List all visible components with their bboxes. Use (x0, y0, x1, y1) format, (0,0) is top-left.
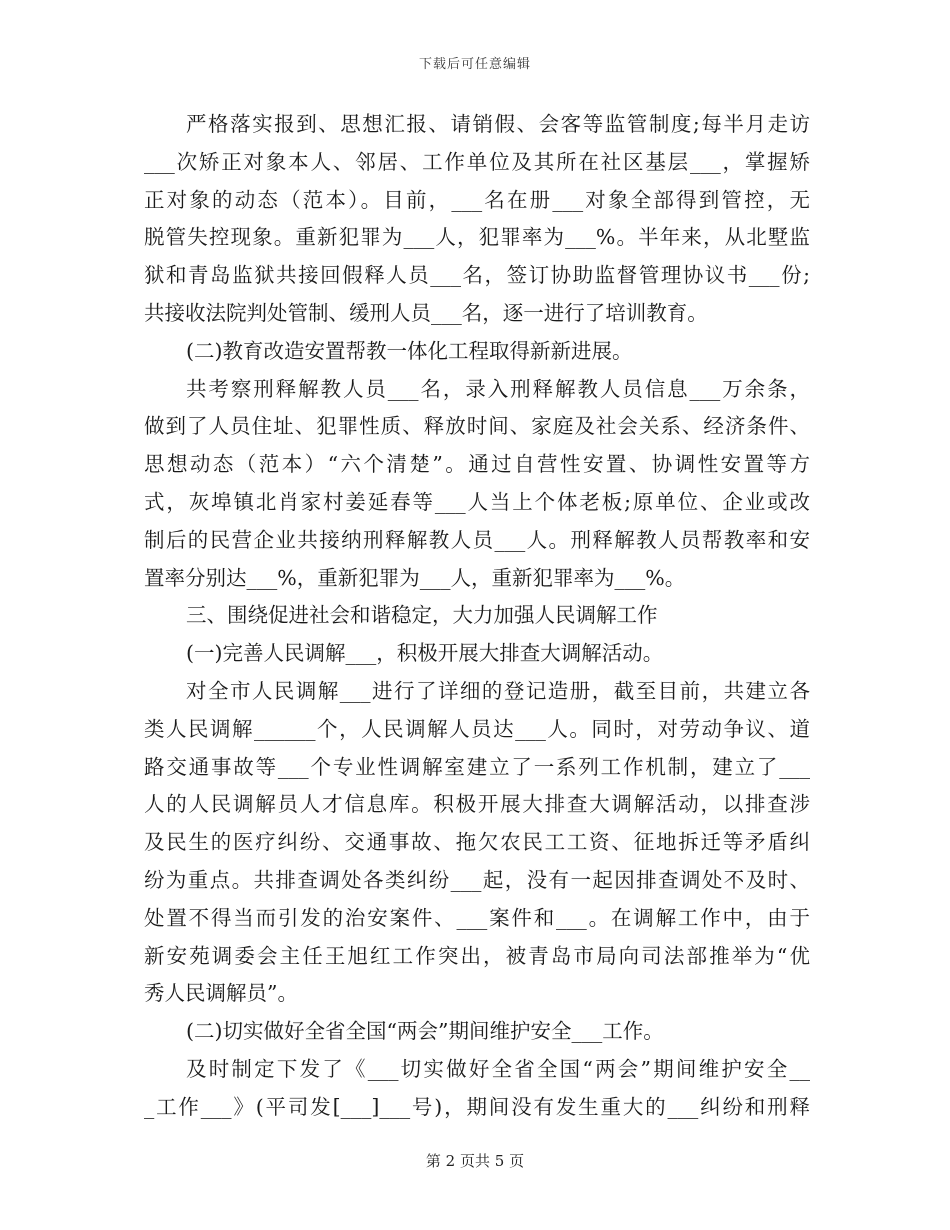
text-line: 做到了人员住址、犯罪性质、释放时间、家庭及社会关系、经济条件、 (144, 414, 810, 439)
text-line: 对全市人民调解___进行了详细的登记造册，截至目前，共建立各 (186, 678, 810, 703)
text-line: 及民生的医疗纠纷、交通事故、拖欠农民工工资、征地拆迁等矛盾纠 (144, 830, 810, 855)
section-heading: (一)完善人民调解___，积极开展大排查大调解活动。 (186, 641, 664, 666)
text-line: 共接收法院判处管制、缓刑人员___名，逐一进行了培训教育。 (144, 300, 708, 325)
text-line: 人的人民调解员人才信息库。积极开展大排查大调解活动，以排查涉 (144, 792, 810, 817)
document-body (144, 106, 810, 1127)
text-line: 及时制定下发了《___切实做好全省全国“两会”期间维护安全__ (186, 1056, 810, 1081)
text-line: 正对象的动态（范本）。目前，___名在册___对象全部得到管控，无 (144, 187, 810, 212)
text-line: 脱管失控现象。重新犯罪为___人，犯罪率为___%。半年来，从北墅监 (144, 225, 810, 250)
chapter-heading: 三、围绕促进社会和谐稳定，大力加强人民调解工作 (186, 603, 658, 628)
text-line: 共考察刑释解教人员___名，录入刑释解教人员信息___万余条， (186, 376, 810, 401)
text-line: 置率分别达___%，重新犯罪为___人，重新犯罪率为___%。 (144, 565, 686, 590)
text-line: 制后的民营企业共接纳刑释解教人员___人。刑释解教人员帮教率和安 (144, 527, 810, 552)
text-line: 类人民调解______个，人民调解人员达___人。同时，对劳动争议、道 (144, 716, 810, 741)
text-line: 秀人民调解员”。 (144, 981, 298, 1006)
section-heading: (二)切实做好全省全国“两会”期间维护安全___工作。 (186, 1019, 664, 1044)
text-line: 路交通事故等___个专业性调解室建立了一系列工作机制，建立了___ (144, 754, 810, 779)
page-number: 第 2 页共 5 页 (425, 1152, 525, 1170)
section-heading: (二)教育改造安置帮教一体化工程取得新新进展。 (186, 338, 633, 363)
text-line: 纷为重点。共排查调处各类纠纷___起，没有一起因排查调处不及时、 (144, 867, 810, 892)
text-line: 新安苑调委会主任王旭红工作突出，被青岛市局向司法部推举为“优 (144, 943, 810, 968)
text-line: 式，灰埠镇北肖家村姜延春等___人当上个体老板;原单位、企业或改 (144, 489, 810, 514)
text-line: 严格落实报到、思想汇报、请销假、会客等监管制度;每半月走访 (186, 112, 810, 136)
page-header: 下载后可任意编辑 (418, 57, 531, 72)
text-line: 思想动态（范本）“六个清楚”。通过自营性安置、协调性安置等方 (144, 452, 810, 477)
text-line: 处置不得当而引发的治安案件、___案件和___。在调解工作中，由于 (144, 905, 810, 930)
text-line: _工作___》(平司发[___]___号)，期间没有发生重大的___纠纷和刑释 (144, 1094, 810, 1119)
text-line: ___次矫正对象本人、邻居、工作单位及其所在社区基层___，掌握矫 (144, 149, 810, 174)
text-line: 狱和青岛监狱共接回假释人员___名，签订协助监督管理协议书___份; (144, 263, 810, 288)
